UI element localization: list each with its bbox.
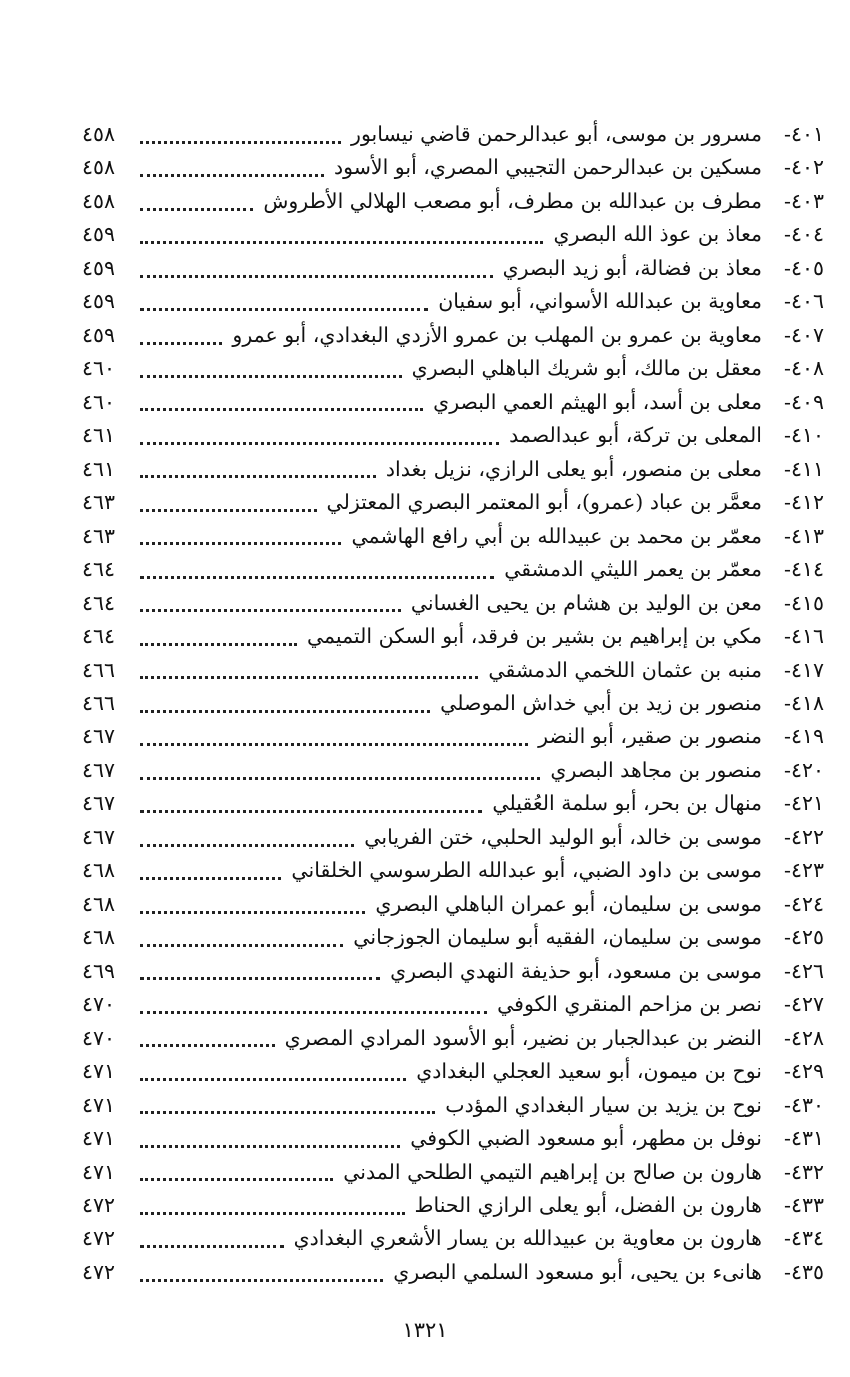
leader-dots bbox=[140, 207, 253, 211]
leader-dots bbox=[140, 1077, 406, 1081]
entry-number: ٤٢١- bbox=[784, 791, 824, 816]
entry-title: النضر بن عبدالجبار بن نضير، أبو الأسود المرادي المصري bbox=[284, 1025, 762, 1050]
entry-number: ٤٢٨- bbox=[784, 1025, 824, 1050]
toc-entry bbox=[82, 1222, 824, 1255]
entry-title: هارون بن صالح بن إبراهيم التيمي الطلحي المدني bbox=[343, 1159, 762, 1184]
toc-entry bbox=[82, 285, 824, 318]
leader-dots bbox=[140, 642, 297, 646]
entry-page-number: ٤٥٩ bbox=[82, 255, 116, 280]
toc-entry bbox=[82, 185, 824, 218]
entry-title: هارون بن الفضل، أبو يعلى الرازي الحناط bbox=[414, 1193, 762, 1217]
entry-page-number: ٤٦٣ bbox=[82, 523, 116, 548]
toc-entry bbox=[82, 453, 824, 486]
entry-title: نوفل بن مطهر، أبو مسعود الضبي الكوفي bbox=[410, 1126, 762, 1151]
leader-dots bbox=[140, 776, 540, 780]
entry-page-number: ٤٦٣ bbox=[82, 490, 116, 515]
entry-title: مطرف بن عبدالله بن مطرف، أبو مصعب الهلالي الأطروش bbox=[263, 188, 762, 213]
leader-dots bbox=[140, 1278, 383, 1282]
entry-title: معقل بن مالك، أبو شريك الباهلي البصري bbox=[411, 356, 762, 381]
entry-page-number: ٤٧٢ bbox=[82, 1193, 116, 1217]
entry-title: موسى بن سليمان، أبو عمران الباهلي البصري bbox=[375, 891, 762, 916]
entry-number: ٤١٣- bbox=[784, 523, 824, 548]
entry-page-number: ٤٥٨ bbox=[82, 155, 116, 180]
toc-entry bbox=[82, 720, 824, 753]
leader-dots bbox=[140, 1211, 405, 1215]
leader-dots bbox=[140, 508, 317, 512]
leader-dots bbox=[140, 173, 324, 177]
toc-entry bbox=[82, 486, 824, 519]
entry-title: نصر بن مزاحم المنقري الكوفي bbox=[497, 992, 762, 1017]
entry-number: ٤٠١- bbox=[784, 122, 824, 146]
entry-page-number: ٤٧٢ bbox=[82, 1226, 116, 1251]
leader-dots bbox=[140, 943, 343, 947]
entry-title: منبه بن عثمان اللخمي الدمشقي bbox=[488, 657, 762, 682]
entry-title: نوح بن يزيد بن سيار البغدادي المؤدب bbox=[445, 1092, 762, 1117]
toc-entry bbox=[82, 620, 824, 653]
leader-dots bbox=[140, 407, 423, 411]
leader-dots bbox=[140, 1110, 435, 1114]
leader-dots bbox=[140, 675, 478, 679]
leader-dots bbox=[140, 140, 341, 144]
entry-page-number: ٤٥٩ bbox=[82, 289, 116, 314]
entry-number: ٤٢٥- bbox=[784, 925, 824, 950]
entry-number: ٤٠٣- bbox=[784, 188, 824, 213]
entry-page-number: ٤٦٠ bbox=[82, 356, 116, 381]
table-of-contents bbox=[82, 118, 824, 1289]
entry-page-number: ٤٦٨ bbox=[82, 858, 116, 883]
entry-page-number: ٤٥٩ bbox=[82, 322, 116, 347]
toc-entry bbox=[82, 1022, 824, 1055]
entry-title: معاذ بن عوذ الله البصري bbox=[553, 222, 762, 247]
toc-entry bbox=[82, 654, 824, 687]
toc-entry bbox=[82, 921, 824, 954]
toc-entry bbox=[82, 754, 824, 787]
entry-title: موسى بن سليمان، الفقيه أبو سليمان الجوزجاني bbox=[353, 925, 762, 950]
entry-number: ٤١٨- bbox=[784, 690, 824, 715]
entry-number: ٤٢٢- bbox=[784, 824, 824, 849]
entry-title: مسرور بن موسى، أبو عبدالرحمن قاضي نيسابور bbox=[351, 122, 762, 146]
entry-title: منهال بن بحر، أبو سلمة العُقيلي bbox=[492, 791, 762, 816]
entry-number: ٤٣٢- bbox=[784, 1159, 824, 1184]
leader-dots bbox=[140, 307, 428, 311]
entry-page-number: ٤٦٤ bbox=[82, 624, 116, 649]
entry-title: منصور بن زيد بن أبي خداش الموصلي bbox=[440, 690, 762, 715]
toc-entry bbox=[82, 352, 824, 385]
entry-title: معن بن الوليد بن هشام بن يحيى الغساني bbox=[410, 590, 762, 615]
leader-dots bbox=[140, 541, 341, 545]
entry-page-number: ٤٦٦ bbox=[82, 657, 116, 682]
entry-number: ٤١٥- bbox=[784, 590, 824, 615]
entry-page-number: ٤٦٨ bbox=[82, 925, 116, 950]
entry-number: ٤٣٥- bbox=[784, 1259, 824, 1284]
entry-number: ٤٢٦- bbox=[784, 958, 824, 983]
entry-number: ٤٣٠- bbox=[784, 1092, 824, 1117]
entry-number: ٤٢٧- bbox=[784, 992, 824, 1017]
entry-page-number: ٤٧٠ bbox=[82, 1025, 116, 1050]
entry-title: نوح بن ميمون، أبو سعيد العجلي البغدادي bbox=[416, 1059, 762, 1084]
leader-dots bbox=[140, 1177, 333, 1181]
entry-title: هارون بن معاوية بن عبيدالله بن يسار الأشعري البغدادي bbox=[293, 1226, 762, 1251]
entry-number: ٤١٠- bbox=[784, 423, 824, 448]
entry-number: ٤٢٩- bbox=[784, 1059, 824, 1084]
toc-entry bbox=[82, 553, 824, 586]
entry-page-number: ٤٦٧ bbox=[82, 724, 116, 749]
entry-page-number: ٤٧٢ bbox=[82, 1259, 116, 1284]
entry-number: ٤١١- bbox=[784, 456, 824, 481]
entry-title: موسى بن مسعود، أبو حذيفة النهدي البصري bbox=[390, 958, 762, 983]
entry-title: منصور بن صقير، أبو النضر bbox=[538, 724, 762, 749]
entry-title: معلى بن أسد، أبو الهيثم العمي البصري bbox=[433, 389, 762, 414]
entry-number: ٤٣١- bbox=[784, 1126, 824, 1151]
toc-entry bbox=[82, 151, 824, 184]
entry-page-number: ٤٦٨ bbox=[82, 891, 116, 916]
leader-dots bbox=[140, 274, 493, 278]
entry-page-number: ٤٦٠ bbox=[82, 389, 116, 414]
entry-number: ٤١٢- bbox=[784, 490, 824, 515]
entry-page-number: ٤٥٩ bbox=[82, 222, 116, 247]
entry-number: ٤٢٣- bbox=[784, 858, 824, 883]
entry-title: معلى بن منصور، أبو يعلى الرازي، نزيل بغداد bbox=[385, 456, 762, 481]
entry-page-number: ٤٦٧ bbox=[82, 791, 116, 816]
toc-entry bbox=[82, 218, 824, 251]
entry-title: موسى بن خالد، أبو الوليد الحلبي، ختن الفريابي bbox=[364, 824, 762, 849]
entry-number: ٤١٦- bbox=[784, 624, 824, 649]
entry-title: منصور بن مجاهد البصري bbox=[550, 757, 762, 782]
entry-title: موسى بن داود الضبي، أبو عبدالله الطرسوسي الخلقاني bbox=[291, 858, 762, 883]
toc-entry bbox=[82, 587, 824, 620]
entry-title: هانىء بن يحيى، أبو مسعود السلمي البصري bbox=[393, 1259, 762, 1284]
leader-dots bbox=[140, 575, 494, 579]
toc-entry bbox=[82, 888, 824, 921]
entry-number: ٤١٩- bbox=[784, 724, 824, 749]
entry-page-number: ٤٧٠ bbox=[82, 992, 116, 1017]
toc-entry bbox=[82, 252, 824, 285]
entry-page-number: ٤٦٧ bbox=[82, 757, 116, 782]
entry-title: معاذ بن فضالة، أبو زيد البصري bbox=[502, 255, 762, 280]
entry-number: ٤٣٤- bbox=[784, 1226, 824, 1251]
entry-number: ٤١٤- bbox=[784, 557, 824, 582]
entry-page-number: ٤٧١ bbox=[82, 1092, 116, 1117]
leader-dots bbox=[140, 1043, 275, 1047]
leader-dots bbox=[140, 608, 401, 612]
toc-entry bbox=[82, 854, 824, 887]
leader-dots bbox=[140, 341, 222, 345]
entry-title: معمّر بن محمد بن عبيدالله بن أبي رافع الهاشمي bbox=[351, 523, 762, 548]
entry-number: ٤٠٤- bbox=[784, 222, 824, 247]
entry-title: معمّر بن يعمر الليثي الدمشقي bbox=[504, 557, 762, 582]
entry-page-number: ٤٦١ bbox=[82, 423, 116, 448]
entry-page-number: ٤٦٩ bbox=[82, 958, 116, 983]
leader-dots bbox=[140, 809, 482, 813]
entry-page-number: ٤٦٧ bbox=[82, 824, 116, 849]
page-number: ١٣٢١ bbox=[402, 1318, 448, 1342]
entry-page-number: ٤٧١ bbox=[82, 1126, 116, 1151]
leader-dots bbox=[140, 976, 380, 980]
leader-dots bbox=[140, 742, 528, 746]
toc-entry bbox=[82, 520, 824, 553]
toc-entry bbox=[82, 1089, 824, 1122]
leader-dots bbox=[140, 1244, 284, 1248]
toc-entry bbox=[82, 419, 824, 452]
entry-title: المعلى بن تركة، أبو عبدالصمد bbox=[509, 423, 762, 448]
toc-entry bbox=[82, 1256, 824, 1289]
entry-page-number: ٤٦٦ bbox=[82, 690, 116, 715]
toc-entry bbox=[82, 1189, 824, 1222]
entry-number: ٤٠٧- bbox=[784, 322, 824, 347]
entry-title: مسكين بن عبدالرحمن التجيبي المصري، أبو الأسود bbox=[334, 155, 762, 180]
toc-entry bbox=[82, 955, 824, 988]
entry-page-number: ٤٦٤ bbox=[82, 590, 116, 615]
entry-title: معمَّر بن عباد (عمرو)، أبو المعتمر البصري المعتزلي bbox=[326, 490, 762, 515]
leader-dots bbox=[140, 910, 365, 914]
toc-entry bbox=[82, 821, 824, 854]
toc-entry bbox=[82, 1055, 824, 1088]
leader-dots bbox=[140, 441, 499, 445]
toc-entry bbox=[82, 118, 824, 151]
toc-entry bbox=[82, 319, 824, 352]
entry-page-number: ٤٧١ bbox=[82, 1159, 116, 1184]
entry-number: ٤٠٨- bbox=[784, 356, 824, 381]
leader-dots bbox=[140, 709, 430, 713]
toc-entry bbox=[82, 1156, 824, 1189]
entry-number: ٤٠٥- bbox=[784, 255, 824, 280]
entry-number: ٤٢٤- bbox=[784, 891, 824, 916]
toc-entry bbox=[82, 386, 824, 419]
entry-title: معاوية بن عمرو بن المهلب بن عمرو الأزدي البغدادي، أبو عمرو bbox=[232, 322, 762, 347]
entry-page-number: ٤٦٤ bbox=[82, 557, 116, 582]
leader-dots bbox=[140, 474, 376, 478]
toc-entry bbox=[82, 687, 824, 720]
leader-dots bbox=[140, 1010, 487, 1014]
entry-page-number: ٤٥٨ bbox=[82, 188, 116, 213]
leader-dots bbox=[140, 240, 543, 244]
entry-number: ٤٠٢- bbox=[784, 155, 824, 180]
entry-page-number: ٤٥٨ bbox=[82, 122, 116, 146]
toc-entry bbox=[82, 988, 824, 1021]
leader-dots bbox=[140, 876, 281, 880]
leader-dots bbox=[140, 843, 354, 847]
entry-page-number: ٤٦١ bbox=[82, 456, 116, 481]
toc-entry bbox=[82, 787, 824, 820]
entry-number: ٤١٧- bbox=[784, 657, 824, 682]
entry-title: معاوية بن عبدالله الأسواني، أبو سفيان bbox=[438, 289, 762, 314]
entry-number: ٤٠٦- bbox=[784, 289, 824, 314]
leader-dots bbox=[140, 374, 402, 378]
leader-dots bbox=[140, 1144, 400, 1148]
entry-number: ٤٢٠- bbox=[784, 757, 824, 782]
toc-entry bbox=[82, 1122, 824, 1155]
entry-page-number: ٤٧١ bbox=[82, 1059, 116, 1084]
entry-number: ٤٠٩- bbox=[784, 389, 824, 414]
entry-number: ٤٣٣- bbox=[784, 1193, 824, 1217]
entry-title: مكي بن إبراهيم بن بشير بن فرقد، أبو السكن التميمي bbox=[306, 624, 762, 649]
